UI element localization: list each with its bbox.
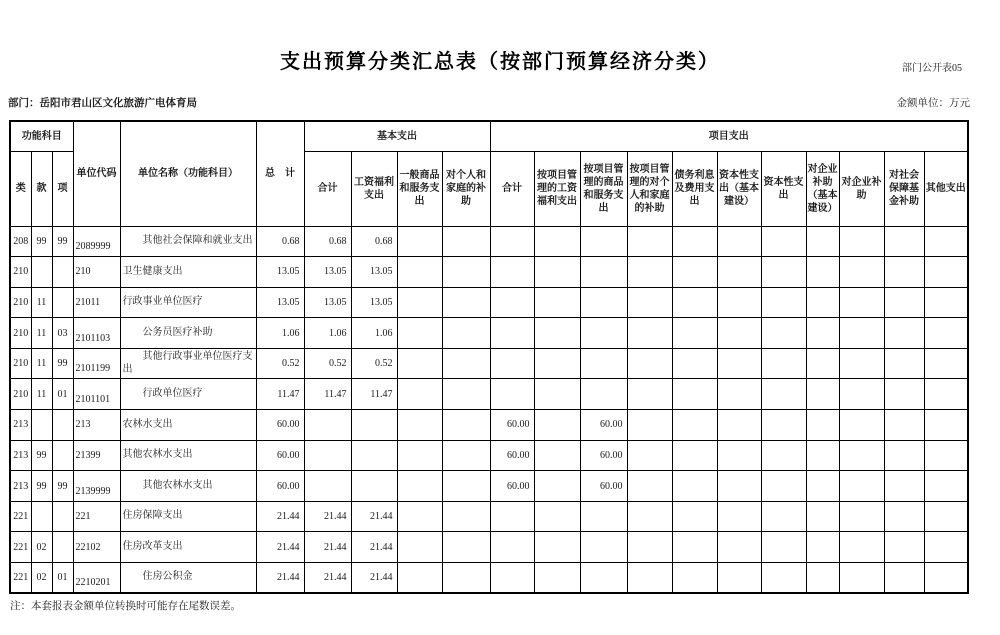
unit-name-cell: 农林水支出: [120, 410, 256, 441]
debt-interest-fees-cell: [672, 379, 717, 410]
table-row: [10, 226, 968, 257]
col-header-basic-personal-family: 对个人和家庭的补助: [442, 151, 490, 226]
social-security-fund-subsidy-cell: [884, 410, 924, 441]
table-row: [10, 379, 968, 410]
section-cell: [31, 257, 52, 288]
other-expenditure-cell: [924, 471, 968, 502]
unit-name-cell: 行政事业单位医疗: [120, 287, 256, 318]
project-goods-services-cell: [580, 287, 627, 318]
class-cell: 213: [10, 471, 31, 502]
capital-basic-construction-cell: [717, 379, 761, 410]
project-total-cell: [490, 379, 534, 410]
section-cell: 11: [31, 379, 52, 410]
table-row: [10, 563, 968, 594]
unit-code-cell: 2101199: [73, 348, 120, 379]
basic-wage-welfare-cell: [351, 410, 397, 441]
project-goods-services-cell: [580, 318, 627, 349]
item-cell: 01: [52, 563, 73, 594]
other-expenditure-cell: [924, 226, 968, 257]
other-expenditure-cell: [924, 440, 968, 471]
unit-code-cell: 21399: [73, 440, 120, 471]
project-total-cell: [490, 226, 534, 257]
item-cell: 99: [52, 226, 73, 257]
basic-goods-services-cell: [397, 348, 442, 379]
unit-code-cell: 21011: [73, 287, 120, 318]
item-cell: [52, 440, 73, 471]
enterprise-subsidy-cell: [839, 287, 884, 318]
project-personal-family-cell: [627, 318, 672, 349]
grand-total-cell: 60.00: [256, 471, 304, 502]
project-total-cell: [490, 532, 534, 563]
section-cell: 99: [31, 471, 52, 502]
other-expenditure-cell: [924, 532, 968, 563]
capital-basic-construction-cell: [717, 410, 761, 441]
table-header: [10, 121, 968, 226]
basic-personal-family-cell: [442, 471, 490, 502]
project-wage-welfare-cell: [534, 318, 580, 349]
class-cell: 210: [10, 287, 31, 318]
project-personal-family-cell: [627, 226, 672, 257]
social-security-fund-subsidy-cell: [884, 257, 924, 288]
social-security-fund-subsidy-cell: [884, 318, 924, 349]
capital-expenditure-cell: [761, 257, 806, 288]
debt-interest-fees-cell: [672, 440, 717, 471]
basic-wage-welfare-cell: 11.47: [351, 379, 397, 410]
unit-code-cell: 221: [73, 501, 120, 532]
amount-unit-label: 金额单位：万元: [896, 98, 970, 109]
enterprise-subsidy-cell: [839, 471, 884, 502]
basic-goods-services-cell: [397, 440, 442, 471]
unit-code-cell: 2089999: [73, 226, 120, 257]
other-expenditure-cell: [924, 318, 968, 349]
capital-basic-construction-cell: [717, 318, 761, 349]
class-cell: 221: [10, 501, 31, 532]
enterprise-subsidy-construction-cell: [806, 257, 839, 288]
basic-personal-family-cell: [442, 318, 490, 349]
basic-personal-family-cell: [442, 410, 490, 441]
project-wage-welfare-cell: [534, 440, 580, 471]
document-page: [0, 45, 1000, 635]
table-row: [10, 287, 968, 318]
other-expenditure-cell: [924, 287, 968, 318]
basic-personal-family-cell: [442, 532, 490, 563]
project-personal-family-cell: [627, 410, 672, 441]
project-total-cell: [490, 348, 534, 379]
debt-interest-fees-cell: [672, 563, 717, 594]
section-cell: 02: [31, 532, 52, 563]
table-row: [10, 318, 968, 349]
enterprise-subsidy-cell: [839, 410, 884, 441]
basic-goods-services-cell: [397, 410, 442, 441]
project-goods-services-cell: [580, 226, 627, 257]
capital-basic-construction-cell: [717, 532, 761, 563]
col-header-project-goods-services: 按项目管理的商品和服务支出: [580, 151, 627, 226]
table-row: [10, 440, 968, 471]
debt-interest-fees-cell: [672, 410, 717, 441]
grand-total-cell: 11.47: [256, 379, 304, 410]
capital-expenditure-cell: [761, 287, 806, 318]
social-security-fund-subsidy-cell: [884, 563, 924, 594]
basic-total-cell: [304, 440, 351, 471]
enterprise-subsidy-construction-cell: [806, 410, 839, 441]
grand-total-cell: 60.00: [256, 440, 304, 471]
basic-total-cell: 13.05: [304, 287, 351, 318]
other-expenditure-cell: [924, 379, 968, 410]
project-total-cell: [490, 318, 534, 349]
enterprise-subsidy-construction-cell: [806, 287, 839, 318]
col-header-enterprise-subsidy-construction: 对企业补助（基本建设）: [806, 151, 839, 226]
debt-interest-fees-cell: [672, 318, 717, 349]
social-security-fund-subsidy-cell: [884, 226, 924, 257]
capital-expenditure-cell: [761, 226, 806, 257]
project-wage-welfare-cell: [534, 348, 580, 379]
enterprise-subsidy-construction-cell: [806, 348, 839, 379]
project-personal-family-cell: [627, 440, 672, 471]
social-security-fund-subsidy-cell: [884, 348, 924, 379]
capital-expenditure-cell: [761, 563, 806, 594]
class-cell: 210: [10, 348, 31, 379]
social-security-fund-subsidy-cell: [884, 440, 924, 471]
col-header-unit-name: 单位名称（功能科目）: [120, 121, 256, 226]
class-cell: 213: [10, 440, 31, 471]
project-wage-welfare-cell: [534, 471, 580, 502]
col-header-grand-total: 总 计: [256, 121, 304, 226]
project-personal-family-cell: [627, 471, 672, 502]
item-cell: [52, 410, 73, 441]
project-wage-welfare-cell: [534, 226, 580, 257]
basic-goods-services-cell: [397, 379, 442, 410]
item-cell: 01: [52, 379, 73, 410]
enterprise-subsidy-cell: [839, 318, 884, 349]
project-personal-family-cell: [627, 563, 672, 594]
basic-goods-services-cell: [397, 471, 442, 502]
capital-expenditure-cell: [761, 532, 806, 563]
col-header-section: 款: [31, 151, 52, 226]
item-cell: [52, 532, 73, 563]
basic-total-cell: 0.68: [304, 226, 351, 257]
project-wage-welfare-cell: [534, 287, 580, 318]
capital-basic-construction-cell: [717, 501, 761, 532]
capital-basic-construction-cell: [717, 287, 761, 318]
section-cell: 99: [31, 440, 52, 471]
basic-wage-welfare-cell: 1.06: [351, 318, 397, 349]
basic-personal-family-cell: [442, 440, 490, 471]
col-group-project-expenditure: 项目支出: [490, 121, 968, 151]
social-security-fund-subsidy-cell: [884, 379, 924, 410]
table-body: [10, 226, 968, 593]
basic-personal-family-cell: [442, 379, 490, 410]
col-header-unit-code: 单位代码: [73, 121, 120, 226]
capital-expenditure-cell: [761, 379, 806, 410]
enterprise-subsidy-cell: [839, 257, 884, 288]
basic-wage-welfare-cell: 13.05: [351, 287, 397, 318]
section-cell: 11: [31, 287, 52, 318]
item-cell: 99: [52, 348, 73, 379]
grand-total-cell: 21.44: [256, 501, 304, 532]
project-wage-welfare-cell: [534, 410, 580, 441]
table-row: [10, 410, 968, 441]
unit-name-cell: 卫生健康支出: [120, 257, 256, 288]
project-personal-family-cell: [627, 348, 672, 379]
section-cell: [31, 501, 52, 532]
basic-goods-services-cell: [397, 257, 442, 288]
col-header-basic-wage-welfare: 工资福利支出: [351, 151, 397, 226]
basic-goods-services-cell: [397, 501, 442, 532]
project-personal-family-cell: [627, 532, 672, 563]
other-expenditure-cell: [924, 410, 968, 441]
class-cell: 210: [10, 257, 31, 288]
project-goods-services-cell: [580, 532, 627, 563]
project-wage-welfare-cell: [534, 563, 580, 594]
project-total-cell: [490, 287, 534, 318]
basic-goods-services-cell: [397, 226, 442, 257]
col-header-enterprise-subsidy: 对企业补助: [839, 151, 884, 226]
basic-total-cell: [304, 410, 351, 441]
class-cell: 210: [10, 379, 31, 410]
capital-expenditure-cell: [761, 318, 806, 349]
unit-name-cell: 住房保障支出: [120, 501, 256, 532]
project-goods-services-cell: [580, 348, 627, 379]
debt-interest-fees-cell: [672, 532, 717, 563]
doc-code: 部门公开表05: [902, 63, 962, 74]
unit-name-cell: 住房公积金: [120, 563, 256, 594]
debt-interest-fees-cell: [672, 287, 717, 318]
unit-code-cell: 2101101: [73, 379, 120, 410]
project-personal-family-cell: [627, 379, 672, 410]
basic-personal-family-cell: [442, 257, 490, 288]
project-wage-welfare-cell: [534, 379, 580, 410]
meta-row: [8, 95, 970, 110]
enterprise-subsidy-construction-cell: [806, 440, 839, 471]
unit-code-cell: 210: [73, 257, 120, 288]
enterprise-subsidy-cell: [839, 348, 884, 379]
unit-code-cell: 213: [73, 410, 120, 441]
enterprise-subsidy-cell: [839, 440, 884, 471]
unit-name-cell: 行政单位医疗: [120, 379, 256, 410]
project-total-cell: 60.00: [490, 471, 534, 502]
basic-personal-family-cell: [442, 287, 490, 318]
col-header-social-security-fund-subsidy: 对社会保障基金补助: [884, 151, 924, 226]
project-goods-services-cell: [580, 257, 627, 288]
project-total-cell: 60.00: [490, 440, 534, 471]
debt-interest-fees-cell: [672, 226, 717, 257]
basic-personal-family-cell: [442, 348, 490, 379]
col-header-project-total: 合计: [490, 151, 534, 226]
capital-expenditure-cell: [761, 440, 806, 471]
item-cell: [52, 501, 73, 532]
basic-total-cell: 21.44: [304, 532, 351, 563]
capital-basic-construction-cell: [717, 348, 761, 379]
capital-basic-construction-cell: [717, 471, 761, 502]
debt-interest-fees-cell: [672, 501, 717, 532]
grand-total-cell: 21.44: [256, 532, 304, 563]
capital-basic-construction-cell: [717, 563, 761, 594]
section-cell: 11: [31, 348, 52, 379]
project-total-cell: [490, 501, 534, 532]
project-wage-welfare-cell: [534, 257, 580, 288]
basic-wage-welfare-cell: 21.44: [351, 532, 397, 563]
basic-total-cell: 21.44: [304, 563, 351, 594]
col-header-project-wage-welfare: 按项目管理的工资福利支出: [534, 151, 580, 226]
col-header-item: 项: [52, 151, 73, 226]
col-header-project-personal-family: 按项目管理的对个人和家庭的补助: [627, 151, 672, 226]
basic-goods-services-cell: [397, 563, 442, 594]
unit-name-cell: 公务员医疗补助: [120, 318, 256, 349]
item-cell: [52, 257, 73, 288]
enterprise-subsidy-construction-cell: [806, 379, 839, 410]
class-cell: 221: [10, 532, 31, 563]
basic-total-cell: [304, 471, 351, 502]
debt-interest-fees-cell: [672, 471, 717, 502]
class-cell: 208: [10, 226, 31, 257]
capital-basic-construction-cell: [717, 257, 761, 288]
project-personal-family-cell: [627, 257, 672, 288]
project-total-cell: 60.00: [490, 410, 534, 441]
enterprise-subsidy-cell: [839, 379, 884, 410]
project-personal-family-cell: [627, 287, 672, 318]
basic-wage-welfare-cell: 21.44: [351, 501, 397, 532]
basic-total-cell: 13.05: [304, 257, 351, 288]
debt-interest-fees-cell: [672, 257, 717, 288]
grand-total-cell: 13.05: [256, 287, 304, 318]
col-header-debt-interest-fees: 债务利息及费用支出: [672, 151, 717, 226]
basic-total-cell: 0.52: [304, 348, 351, 379]
enterprise-subsidy-cell: [839, 226, 884, 257]
item-cell: [52, 287, 73, 318]
other-expenditure-cell: [924, 257, 968, 288]
project-total-cell: [490, 563, 534, 594]
item-cell: 99: [52, 471, 73, 502]
col-header-other-expenditure: 其他支出: [924, 151, 968, 226]
class-cell: 213: [10, 410, 31, 441]
grand-total-cell: 0.52: [256, 348, 304, 379]
enterprise-subsidy-construction-cell: [806, 532, 839, 563]
unit-code-cell: 2101103: [73, 318, 120, 349]
basic-wage-welfare-cell: 13.05: [351, 257, 397, 288]
unit-code-cell: 2210201: [73, 563, 120, 594]
basic-personal-family-cell: [442, 563, 490, 594]
enterprise-subsidy-cell: [839, 532, 884, 563]
basic-personal-family-cell: [442, 226, 490, 257]
grand-total-cell: 1.06: [256, 318, 304, 349]
table-row: [10, 257, 968, 288]
budget-table: [9, 120, 969, 594]
col-header-capital-expenditure: 资本性支出: [761, 151, 806, 226]
capital-expenditure-cell: [761, 471, 806, 502]
capital-expenditure-cell: [761, 348, 806, 379]
unit-name-cell: 其他行政事业单位医疗支出: [120, 348, 256, 379]
class-cell: 210: [10, 318, 31, 349]
other-expenditure-cell: [924, 348, 968, 379]
basic-personal-family-cell: [442, 501, 490, 532]
basic-goods-services-cell: [397, 318, 442, 349]
enterprise-subsidy-construction-cell: [806, 501, 839, 532]
grand-total-cell: 0.68: [256, 226, 304, 257]
enterprise-subsidy-cell: [839, 563, 884, 594]
col-header-capital-basic-construction: 资本性支出（基本建设）: [717, 151, 761, 226]
project-goods-services-cell: 60.00: [580, 440, 627, 471]
col-header-basic-total: 合计: [304, 151, 351, 226]
unit-name-cell: 其他农林水支出: [120, 440, 256, 471]
unit-name-cell: 其他社会保障和就业支出: [120, 226, 256, 257]
table-row: [10, 501, 968, 532]
department-label: 部门：岳阳市君山区文化旅游广电体育局: [8, 98, 197, 109]
basic-wage-welfare-cell: 0.68: [351, 226, 397, 257]
unit-code-cell: 22102: [73, 532, 120, 563]
other-expenditure-cell: [924, 501, 968, 532]
project-goods-services-cell: 60.00: [580, 410, 627, 441]
enterprise-subsidy-construction-cell: [806, 318, 839, 349]
project-goods-services-cell: [580, 379, 627, 410]
grand-total-cell: 21.44: [256, 563, 304, 594]
capital-basic-construction-cell: [717, 440, 761, 471]
basic-wage-welfare-cell: 21.44: [351, 563, 397, 594]
col-group-basic-expenditure: 基本支出: [304, 121, 490, 151]
basic-wage-welfare-cell: [351, 471, 397, 502]
col-header-functional-subject: 功能科目: [10, 121, 73, 151]
section-cell: [31, 410, 52, 441]
enterprise-subsidy-cell: [839, 501, 884, 532]
capital-expenditure-cell: [761, 410, 806, 441]
enterprise-subsidy-construction-cell: [806, 471, 839, 502]
header-group-row: [10, 121, 968, 151]
unit-code-cell: 2139999: [73, 471, 120, 502]
project-goods-services-cell: [580, 563, 627, 594]
project-total-cell: [490, 257, 534, 288]
project-goods-services-cell: 60.00: [580, 471, 627, 502]
table-row: [10, 348, 968, 379]
basic-total-cell: 1.06: [304, 318, 351, 349]
social-security-fund-subsidy-cell: [884, 471, 924, 502]
table-row: [10, 471, 968, 502]
project-wage-welfare-cell: [534, 501, 580, 532]
basic-wage-welfare-cell: 0.52: [351, 348, 397, 379]
grand-total-cell: 60.00: [256, 410, 304, 441]
grand-total-cell: 13.05: [256, 257, 304, 288]
basic-total-cell: 21.44: [304, 501, 351, 532]
footnote: 注：本套报表金额单位转换时可能存在尾数误差。: [10, 601, 241, 613]
basic-total-cell: 11.47: [304, 379, 351, 410]
col-header-basic-goods-services: 一般商品和服务支出: [397, 151, 442, 226]
project-personal-family-cell: [627, 501, 672, 532]
section-cell: 02: [31, 563, 52, 594]
section-cell: 99: [31, 226, 52, 257]
social-security-fund-subsidy-cell: [884, 501, 924, 532]
basic-goods-services-cell: [397, 532, 442, 563]
enterprise-subsidy-construction-cell: [806, 563, 839, 594]
debt-interest-fees-cell: [672, 348, 717, 379]
unit-name-cell: 住房改革支出: [120, 532, 256, 563]
enterprise-subsidy-construction-cell: [806, 226, 839, 257]
item-cell: 03: [52, 318, 73, 349]
social-security-fund-subsidy-cell: [884, 532, 924, 563]
project-goods-services-cell: [580, 501, 627, 532]
project-wage-welfare-cell: [534, 532, 580, 563]
capital-basic-construction-cell: [717, 226, 761, 257]
basic-goods-services-cell: [397, 287, 442, 318]
social-security-fund-subsidy-cell: [884, 287, 924, 318]
section-cell: 11: [31, 318, 52, 349]
other-expenditure-cell: [924, 563, 968, 594]
class-cell: 221: [10, 563, 31, 594]
col-header-class: 类: [10, 151, 31, 226]
capital-expenditure-cell: [761, 501, 806, 532]
basic-wage-welfare-cell: [351, 440, 397, 471]
unit-name-cell: 其他农林水支出: [120, 471, 256, 502]
page-title: 支出预算分类汇总表（按部门预算经济分类）: [280, 51, 720, 73]
table-row: [10, 532, 968, 563]
